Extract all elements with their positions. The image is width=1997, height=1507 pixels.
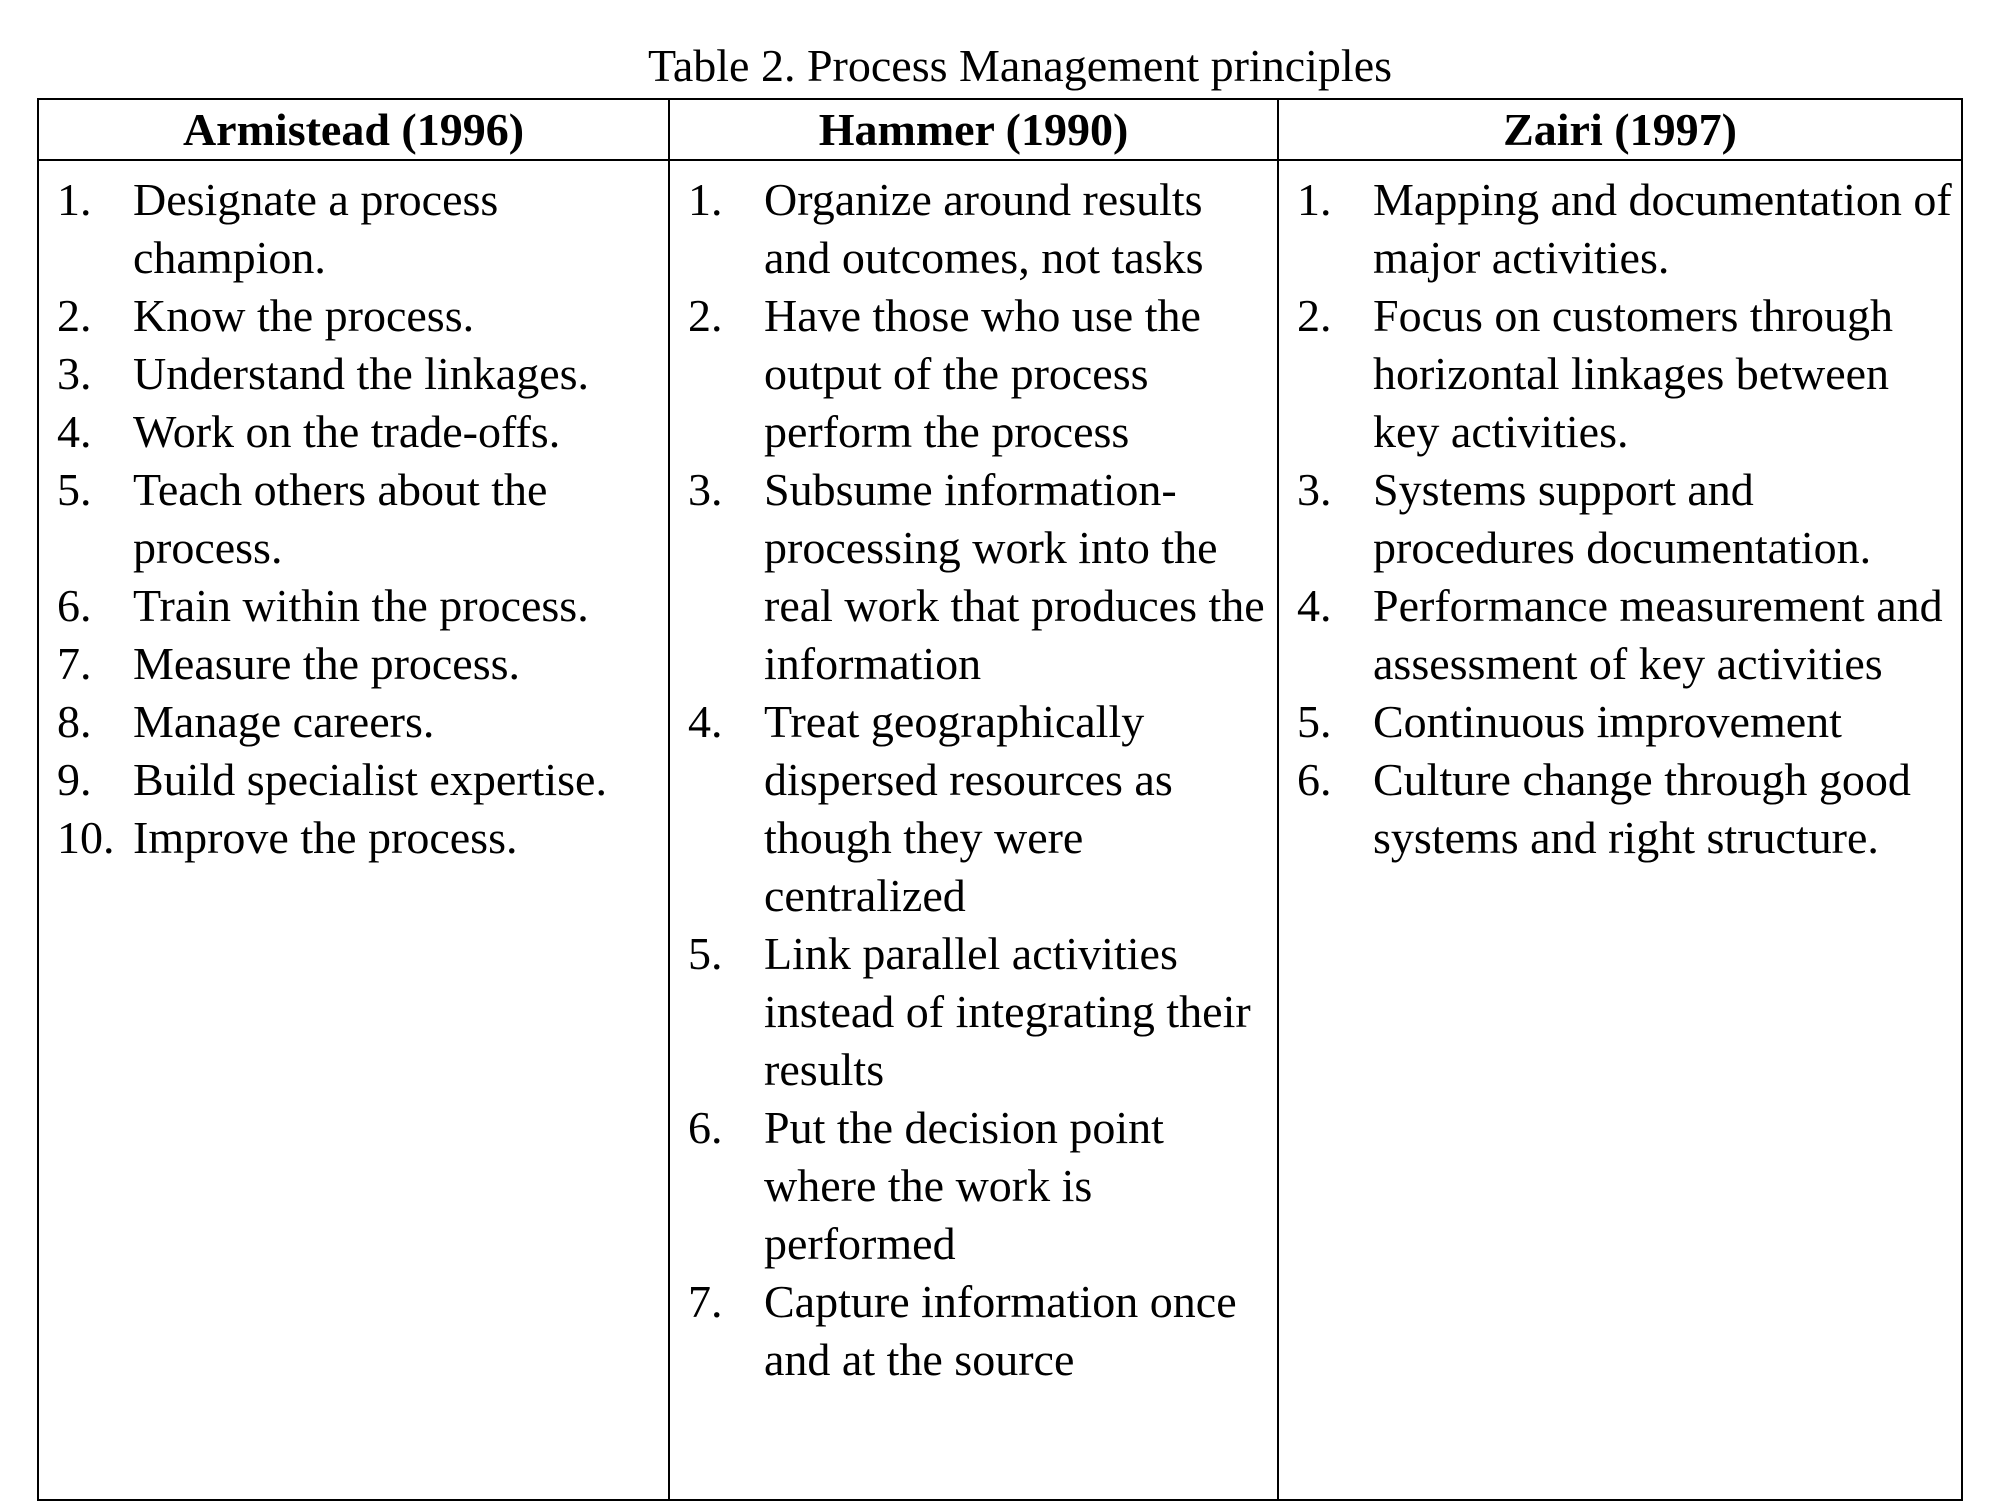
header-row [38, 99, 1962, 160]
list-item [688, 287, 1277, 461]
item-text: Systems support and procedures documentation. [1373, 464, 1872, 573]
item-text: Manage careers. [133, 696, 435, 747]
principles-table [37, 98, 1963, 1501]
column-hammer [669, 160, 1278, 1500]
item-number: 2. [1297, 290, 1332, 341]
item-number: 1. [688, 174, 723, 225]
list-item [1297, 693, 1961, 751]
list-item [57, 809, 668, 867]
item-text: Focus on customers through horizontal linkages between key activities. [1373, 290, 1894, 457]
item-number: 1. [57, 174, 92, 225]
table-caption: Table 2. Process Management principles [647, 40, 1393, 91]
item-text: Performance measurement and assessment of key activities [1373, 580, 1943, 689]
item-number: 3. [57, 348, 92, 399]
list-item [688, 1099, 1277, 1273]
item-number: 3. [688, 464, 723, 515]
item-text: Mapping and documentation of major activities. [1373, 174, 1952, 283]
list-item [57, 345, 668, 403]
item-text: Organize around results and outcomes, not tasks [764, 174, 1204, 283]
list-item [57, 171, 668, 287]
list-item [57, 751, 668, 809]
item-text: Designate a process champion. [133, 174, 499, 283]
hammer-list [688, 171, 1277, 1389]
item-number: 3. [1297, 464, 1332, 515]
item-text: Put the decision point where the work is performed [764, 1102, 1164, 1269]
item-number: 4. [1297, 580, 1332, 631]
list-item [1297, 461, 1961, 577]
item-number: 7. [688, 1276, 723, 1327]
item-number: 2. [57, 290, 92, 341]
item-text: Train within the process. [133, 580, 589, 631]
column-armistead [38, 160, 669, 1500]
item-number: 1. [1297, 174, 1332, 225]
item-text: Continuous improvement [1373, 696, 1842, 747]
list-item [1297, 751, 1961, 867]
item-number: 5. [688, 928, 723, 979]
item-number: 8. [57, 696, 92, 747]
list-item [1297, 287, 1961, 461]
item-text: Know the process. [133, 290, 475, 341]
armistead-list [57, 171, 668, 867]
column-header-hammer: Hammer (1990) [669, 99, 1278, 160]
item-text: Improve the process. [133, 812, 518, 863]
item-text: Teach others about the process. [133, 464, 548, 573]
body-row [38, 160, 1962, 1500]
list-item [688, 1273, 1277, 1389]
item-text: Build specialist expertise. [133, 754, 607, 805]
item-text: Link parallel activities instead of integrating their results [764, 928, 1251, 1095]
list-item [57, 403, 668, 461]
item-text: Treat geographically dispersed resources as though they were centralized [764, 696, 1173, 921]
list-item [57, 693, 668, 751]
list-item [688, 171, 1277, 287]
item-number: 10. [57, 812, 115, 863]
list-item [688, 925, 1277, 1099]
list-item [1297, 171, 1961, 287]
item-number: 6. [688, 1102, 723, 1153]
column-zairi [1278, 160, 1962, 1500]
list-item [57, 461, 668, 577]
item-number: 5. [57, 464, 92, 515]
list-item [688, 693, 1277, 925]
zairi-list [1297, 171, 1961, 867]
item-text: Work on the trade-offs. [133, 406, 561, 457]
item-text: Measure the process. [133, 638, 521, 689]
list-item [57, 635, 668, 693]
column-header-zairi: Zairi (1997) [1278, 99, 1962, 160]
item-number: 7. [57, 638, 92, 689]
item-number: 4. [57, 406, 92, 457]
list-item [688, 461, 1277, 693]
item-text: Understand the linkages. [133, 348, 590, 399]
item-text: Capture information once and at the source [764, 1276, 1237, 1385]
item-number: 6. [57, 580, 92, 631]
item-number: 4. [688, 696, 723, 747]
item-number: 9. [57, 754, 92, 805]
list-item [1297, 577, 1961, 693]
item-number: 5. [1297, 696, 1332, 747]
item-text: Subsume information-processing work into the real work that produces the information [764, 464, 1265, 689]
list-item [57, 577, 668, 635]
item-text: Culture change through good systems and right structure. [1373, 754, 1911, 863]
list-item [57, 287, 668, 345]
item-number: 6. [1297, 754, 1332, 805]
item-text: Have those who use the output of the process perform the process [764, 290, 1201, 457]
column-header-armistead: Armistead (1996) [38, 99, 669, 160]
item-number: 2. [688, 290, 723, 341]
